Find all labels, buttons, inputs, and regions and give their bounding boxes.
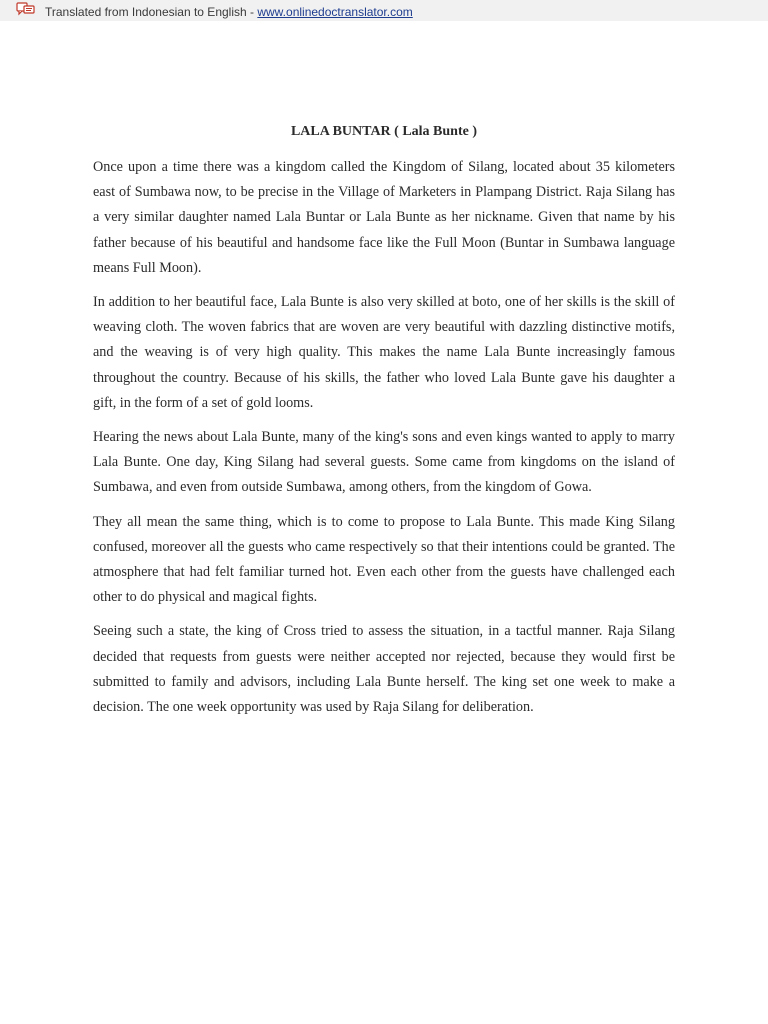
banner-text	[45, 5, 413, 19]
translator-link[interactable]: www.onlinedoctranslator.com	[257, 5, 413, 19]
document-title: LALA BUNTAR ( Lala Bunte )	[290, 124, 478, 139]
translation-banner	[0, 0, 768, 21]
translator-logo-icon	[16, 2, 36, 16]
paragraph-3: Hearing the news about Lala Bunte, many of the king's sons and even kings wanted to apply to marry Lala Bunte. One day, King Silang had several guests. Some came from kingdoms on the island of Sumbawa, and even from outside Sumbawa, among others, from the kingdom of Gowa.	[93, 429, 675, 496]
paragraph-2: In addition to her beautiful face, Lala Bunte is also very skilled at boto, one of her skills is the skill of weaving cloth. The woven fabrics that are woven are very beautiful with dazzling distinctive motifs, and the weaving is of very high quality. This makes the name Lala Bunte increasingly famous throughout the country. Because of his skills, the father who loved Lala Bunte gave his daughter a gift, in the form of a set of gold looms.	[93, 294, 675, 411]
document-page	[93, 123, 675, 729]
banner-prefix: Translated from Indonesian to English -	[45, 5, 258, 19]
paragraph-1: Once upon a time there was a kingdom called the Kingdom of Silang, located about 35 kilometers east of Sumbawa now, to be precise in the Village of Marketers in Plampang District. Raja Silang has a very similar daughter named Lala Buntar or Lala Bunte as her nickname. Given that name by his father because of his beautiful and handsome face like the Full Moon (Buntar in Sumbawa language means Full Moon).	[93, 159, 675, 276]
paragraph-5: Seeing such a state, the king of Cross tried to assess the situation, in a tactful manner. Raja Silang decided that requests from guests were neither accepted nor rejected, because they would first be submitted to family and advisors, including Lala Bunte herself. The king set one week to make a decision. The one week opportunity was used by Raja Silang for deliberation.	[93, 623, 675, 716]
paragraph-4: They all mean the same thing, which is to come to propose to Lala Bunte. This made King Silang confused, moreover all the guests who came respectively so that their intentions could be granted. The atmosphere that had felt familiar turned hot. Even each other from the guests have challenged each other to do physical and magical fights.	[93, 513, 675, 606]
